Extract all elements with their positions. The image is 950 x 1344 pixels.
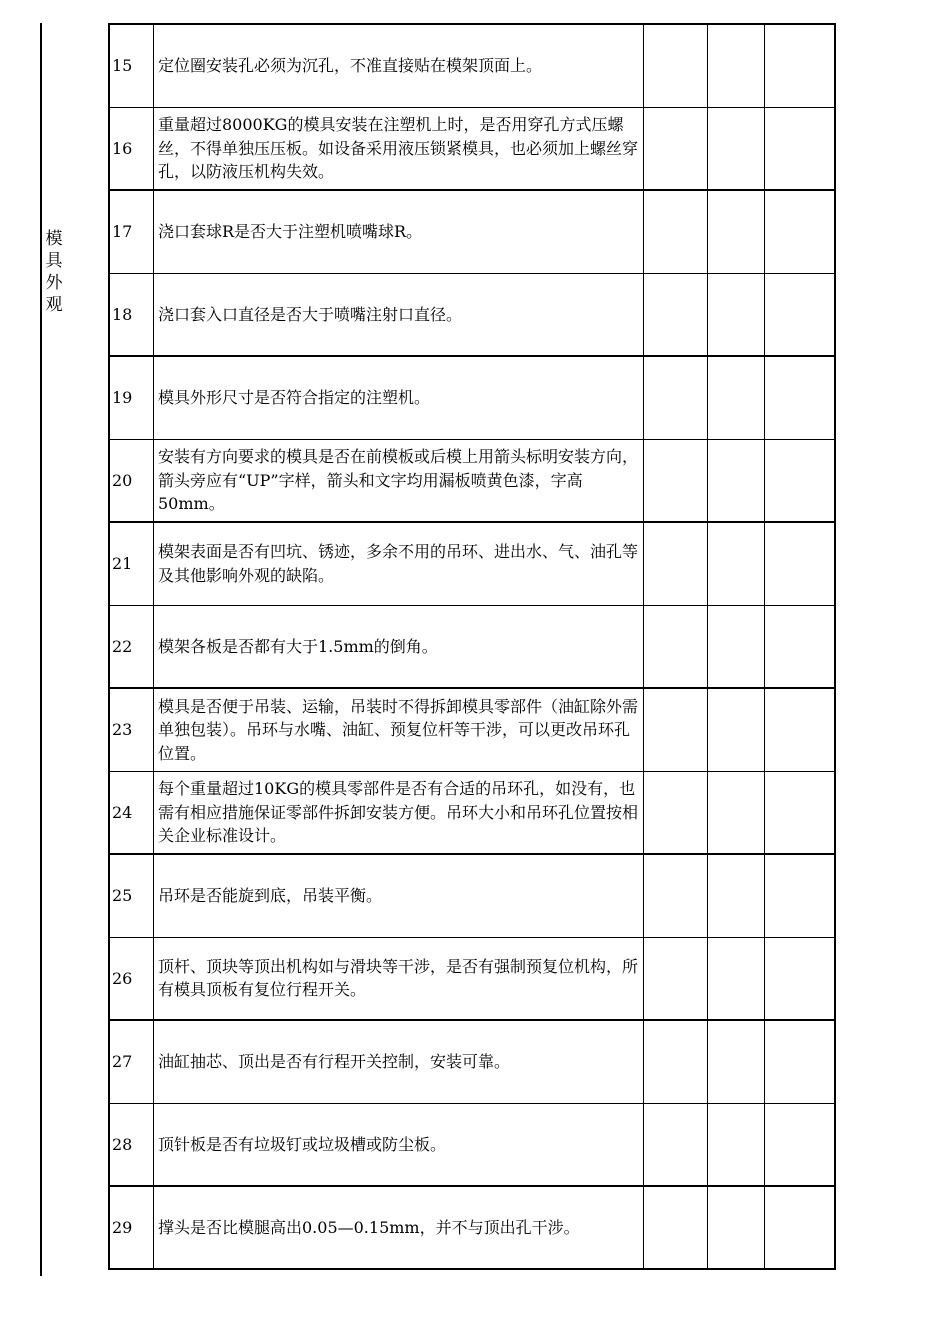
table-row [109, 439, 835, 522]
check-cell-1[interactable] [644, 1020, 708, 1103]
check-cell-3[interactable] [765, 1020, 836, 1103]
category-label [44, 228, 64, 316]
check-cell-1[interactable] [644, 356, 708, 439]
check-cell-3[interactable] [765, 24, 836, 107]
check-cell-3[interactable] [765, 605, 836, 688]
check-cell-1[interactable] [644, 190, 708, 273]
item-number: 28 [109, 1103, 154, 1186]
item-description: 浇口套入口直径是否大于喷嘴注射口直径。 [154, 273, 644, 356]
category-char: 具 [45, 251, 63, 271]
check-cell-3[interactable] [765, 854, 836, 937]
item-number: 26 [109, 937, 154, 1020]
item-number: 24 [109, 771, 154, 854]
table-row [109, 190, 835, 273]
item-number: 27 [109, 1020, 154, 1103]
check-cell-2[interactable] [708, 1103, 765, 1186]
table-row [109, 1020, 835, 1103]
item-number: 22 [109, 605, 154, 688]
check-cell-1[interactable] [644, 854, 708, 937]
table-row [109, 1186, 835, 1269]
check-cell-2[interactable] [708, 1186, 765, 1269]
item-number: 18 [109, 273, 154, 356]
item-description: 每个重量超过10KG的模具零部件是否有合适的吊环孔，如没有，也需有相应措施保证零部件拆卸安装方便。吊环大小和吊环孔位置按相关企业标准设计。 [154, 771, 644, 854]
table-row [109, 1103, 835, 1186]
check-cell-2[interactable] [708, 688, 765, 771]
check-cell-3[interactable] [765, 1103, 836, 1186]
category-char: 模 [45, 229, 63, 249]
item-description: 模具外形尺寸是否符合指定的注塑机。 [154, 356, 644, 439]
check-cell-2[interactable] [708, 937, 765, 1020]
item-number: 17 [109, 190, 154, 273]
check-cell-2[interactable] [708, 107, 765, 190]
check-cell-1[interactable] [644, 273, 708, 356]
check-cell-3[interactable] [765, 688, 836, 771]
table-row [109, 854, 835, 937]
check-cell-3[interactable] [765, 107, 836, 190]
table-row [109, 937, 835, 1020]
check-cell-2[interactable] [708, 439, 765, 522]
table-row [109, 605, 835, 688]
item-number: 19 [109, 356, 154, 439]
item-description: 模架表面是否有凹坑、锈迹，多余不用的吊环、进出水、气、油孔等及其他影响外观的缺陷。 [154, 522, 644, 605]
table-row [109, 522, 835, 605]
item-description: 油缸抽芯、顶出是否有行程开关控制，安装可靠。 [154, 1020, 644, 1103]
check-cell-3[interactable] [765, 439, 836, 522]
check-cell-1[interactable] [644, 771, 708, 854]
item-number: 23 [109, 688, 154, 771]
check-cell-2[interactable] [708, 1020, 765, 1103]
table-row [109, 356, 835, 439]
check-cell-1[interactable] [644, 24, 708, 107]
category-char: 外 [45, 273, 63, 293]
item-number: 29 [109, 1186, 154, 1269]
table-row [109, 107, 835, 190]
check-cell-2[interactable] [708, 522, 765, 605]
check-cell-2[interactable] [708, 24, 765, 107]
table-row [109, 771, 835, 854]
item-description: 浇口套球R是否大于注塑机喷嘴球R。 [154, 190, 644, 273]
check-cell-3[interactable] [765, 771, 836, 854]
category-char: 观 [45, 295, 63, 315]
item-description: 安装有方向要求的模具是否在前模板或后模上用箭头标明安装方向，箭头旁应有“UP”字样，箭头和文字均用漏板喷黄色漆，字高50mm。 [154, 439, 644, 522]
check-cell-3[interactable] [765, 190, 836, 273]
item-number: 25 [109, 854, 154, 937]
check-cell-1[interactable] [644, 937, 708, 1020]
inspection-checklist-table [108, 23, 836, 1270]
check-cell-3[interactable] [765, 356, 836, 439]
check-cell-2[interactable] [708, 356, 765, 439]
item-description: 顶杆、顶块等顶出机构如与滑块等干涉，是否有强制预复位机构，所有模具顶板有复位行程开关。 [154, 937, 644, 1020]
check-cell-3[interactable] [765, 273, 836, 356]
item-description: 定位圈安装孔必须为沉孔，不准直接贴在模架顶面上。 [154, 24, 644, 107]
check-cell-2[interactable] [708, 771, 765, 854]
table-row [109, 273, 835, 356]
item-description: 顶针板是否有垃圾钉或垃圾槽或防尘板。 [154, 1103, 644, 1186]
item-description: 重量超过8000KG的模具安装在注塑机上时，是否用穿孔方式压螺丝，不得单独压压板。如设备采用液压锁紧模具，也必须加上螺丝穿孔，以防液压机构失效。 [154, 107, 644, 190]
check-cell-1[interactable] [644, 688, 708, 771]
item-number: 21 [109, 522, 154, 605]
item-description: 撑头是否比模腿高出0.05—0.15mm，并不与顶出孔干涉。 [154, 1186, 644, 1269]
check-cell-1[interactable] [644, 605, 708, 688]
item-number: 16 [109, 107, 154, 190]
check-cell-1[interactable] [644, 107, 708, 190]
check-cell-2[interactable] [708, 605, 765, 688]
check-cell-1[interactable] [644, 1103, 708, 1186]
item-description: 模架各板是否都有大于1.5mm的倒角。 [154, 605, 644, 688]
check-cell-2[interactable] [708, 273, 765, 356]
left-border-rule [40, 23, 42, 1276]
check-cell-1[interactable] [644, 1186, 708, 1269]
check-cell-2[interactable] [708, 854, 765, 937]
check-cell-1[interactable] [644, 522, 708, 605]
table-row [109, 24, 835, 107]
check-cell-2[interactable] [708, 190, 765, 273]
check-cell-1[interactable] [644, 439, 708, 522]
check-cell-3[interactable] [765, 937, 836, 1020]
item-number: 20 [109, 439, 154, 522]
item-description: 模具是否便于吊装、运输，吊装时不得拆卸模具零部件（油缸除外需单独包装）。吊环与水嘴、油缸、预复位杆等干涉，可以更改吊环孔位置。 [154, 688, 644, 771]
item-number: 15 [109, 24, 154, 107]
check-cell-3[interactable] [765, 1186, 836, 1269]
check-cell-3[interactable] [765, 522, 836, 605]
item-description: 吊环是否能旋到底，吊装平衡。 [154, 854, 644, 937]
table-row [109, 688, 835, 771]
